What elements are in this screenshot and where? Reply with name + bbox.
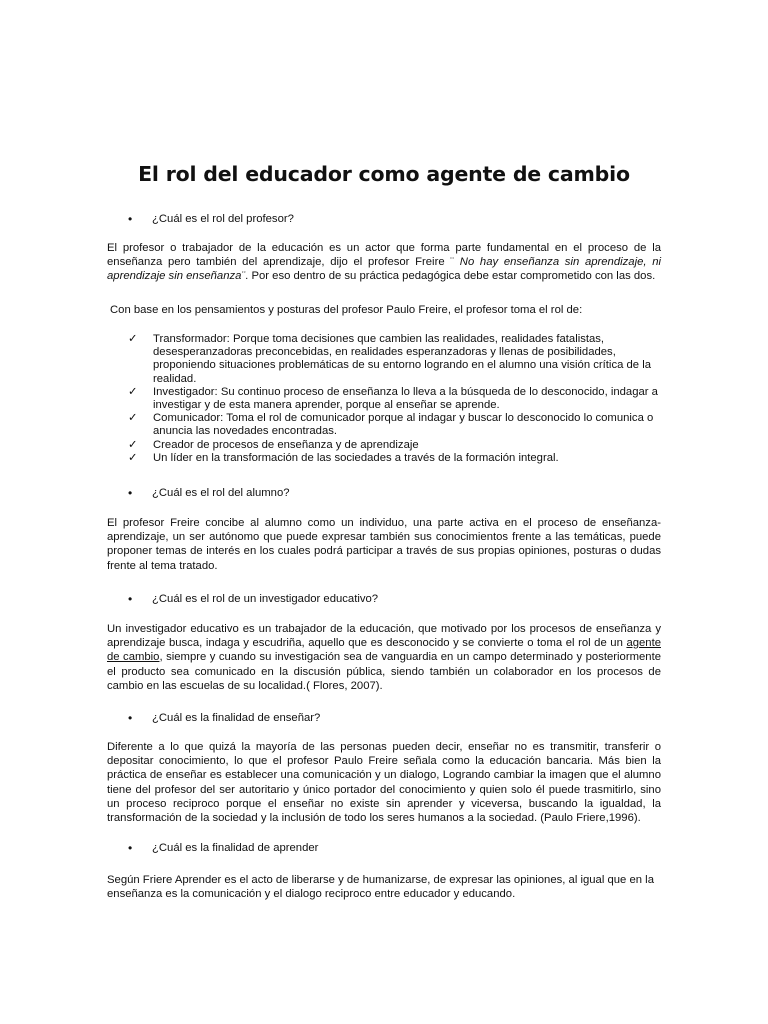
question-text: ¿Cuál es la finalidad de aprender (152, 842, 319, 854)
paragraph-text: Un investigador educativo es un trabajador de la educación, que motivado por los procesos de enseñanza y aprendizaje busca, indaga y escudriña, aquello que es desconocido y se convierte o toma el rol de un (107, 623, 661, 650)
list-item: ✓ Transformador: Porque toma decisiones que cambien las realidades, realidades fatalistas, desesperanzadoras preconcebidas, en realidades esperanzadoras y llenas de posibilidades, proponiendo situaciones problemáticas de su entorno logrando en el alumno una visión crítica de la realidad. (128, 333, 652, 385)
check-icon: ✓ (128, 438, 138, 451)
paragraph-roles-intro: Con base en los pensamientos y posturas del profesor Paulo Freire, el profesor toma el rol de: (110, 304, 583, 316)
paragraph-profesor (107, 241, 661, 284)
bullet-icon: • (128, 711, 133, 725)
question-text: ¿Cuál es el rol del profesor? (152, 213, 294, 225)
question-text: ¿Cuál es la finalidad de enseñar? (152, 712, 321, 724)
check-icon: ✓ (128, 333, 138, 345)
paragraph-text: , siempre y cuando su investigación sea de vanguardia en un campo determinado y posteriormente el producto sea comunicado en la discusión pública, siendo también un colaborador en los procesos de cambio en las escuelas de su localidad.( Flores, 2007). (107, 651, 661, 692)
document-title: El rol del educador como agente de cambio (138, 162, 630, 186)
paragraph-ensenar: Diferente a lo que quizá la mayoría de las personas pueden decir, enseñar no es transmitir, transferir o depositar conocimiento, lo que el profesor Paulo Freire señala como la educación bancaria. Más bien la práctica de enseñar es establecer una comunicación y un dialogo, Logrando cambiar la imagen que el alumno tiene del profesor del ser autoritario y único portador del conocimiento y quien solo él puede trasmitirlo, sino un proceso reciproco porque el enseñar no existe sin aprender y viceversa, buscando la igualdad, la transformación de la sociedad y la inclusión de todo los seres humanos a la sociedad. (Paulo Friere,1996). (107, 741, 661, 825)
check-icon: ✓ (128, 385, 138, 398)
roles-checklist (128, 333, 664, 465)
list-item: ✓ Un líder en la transformación de las sociedades a través de la formación integral. (128, 451, 559, 464)
paragraph-alumno: El profesor Freire concibe al alumno como un individuo, una parte activa en el proceso de enseñanza-aprendizaje, un ser autónomo que puede expresar también sus conocimientos frente a las temáticas, puede proponer temas de interés en los cuales podrá participar a través de sus propias opiniones, posturas o dudas frente al tema tratado. (107, 517, 661, 572)
bullet-icon: • (128, 486, 133, 500)
bullet-icon: • (128, 592, 133, 606)
list-item: ✓ Investigador: Su continuo proceso de enseñanza lo lleva a la búsqueda de lo desconocido, indagar a investigar y de esta manera aprender, porque al enseñar se aprende. (128, 385, 658, 412)
paragraph-investigador (107, 622, 661, 693)
bullet-icon: • (128, 212, 133, 226)
list-item: ✓ Creador de procesos de enseñanza y de aprendizaje (128, 438, 419, 451)
paragraph-text: . Por eso dentro de su práctica pedagógica debe estar comprometido con las dos. (245, 270, 656, 283)
check-icon: ✓ (128, 412, 138, 425)
freire-quote: No hay enseñanza sin aprendizaje, ni aprendizaje sin enseñanza¨ (107, 256, 661, 283)
check-icon: ✓ (128, 451, 138, 464)
paragraph-aprender: Según Friere Aprender es el acto de liberarse y de humanizarse, de expresar las opiniones, al igual que en la enseñanza es la comunicación y el dialogo reciproco entre educador y educando. (107, 874, 654, 901)
bullet-icon: • (128, 841, 133, 855)
agente-de-cambio-underlined: agente de cambio (107, 637, 661, 664)
list-item: ✓ Comunicador: Toma el rol de comunicador porque al indagar y buscar lo desconocido lo comunica o anuncia las novedades encontradas. (128, 412, 654, 438)
paragraph-text: El profesor o trabajador de la educación es un actor que forma parte fundamental en el proceso de la enseñanza pero también del aprendizaje, dijo el profesor Freire ¨ (107, 242, 661, 269)
question-text: ¿Cuál es el rol del alumno? (152, 487, 290, 499)
question-text: ¿Cuál es el rol de un investigador educativo? (152, 593, 379, 605)
